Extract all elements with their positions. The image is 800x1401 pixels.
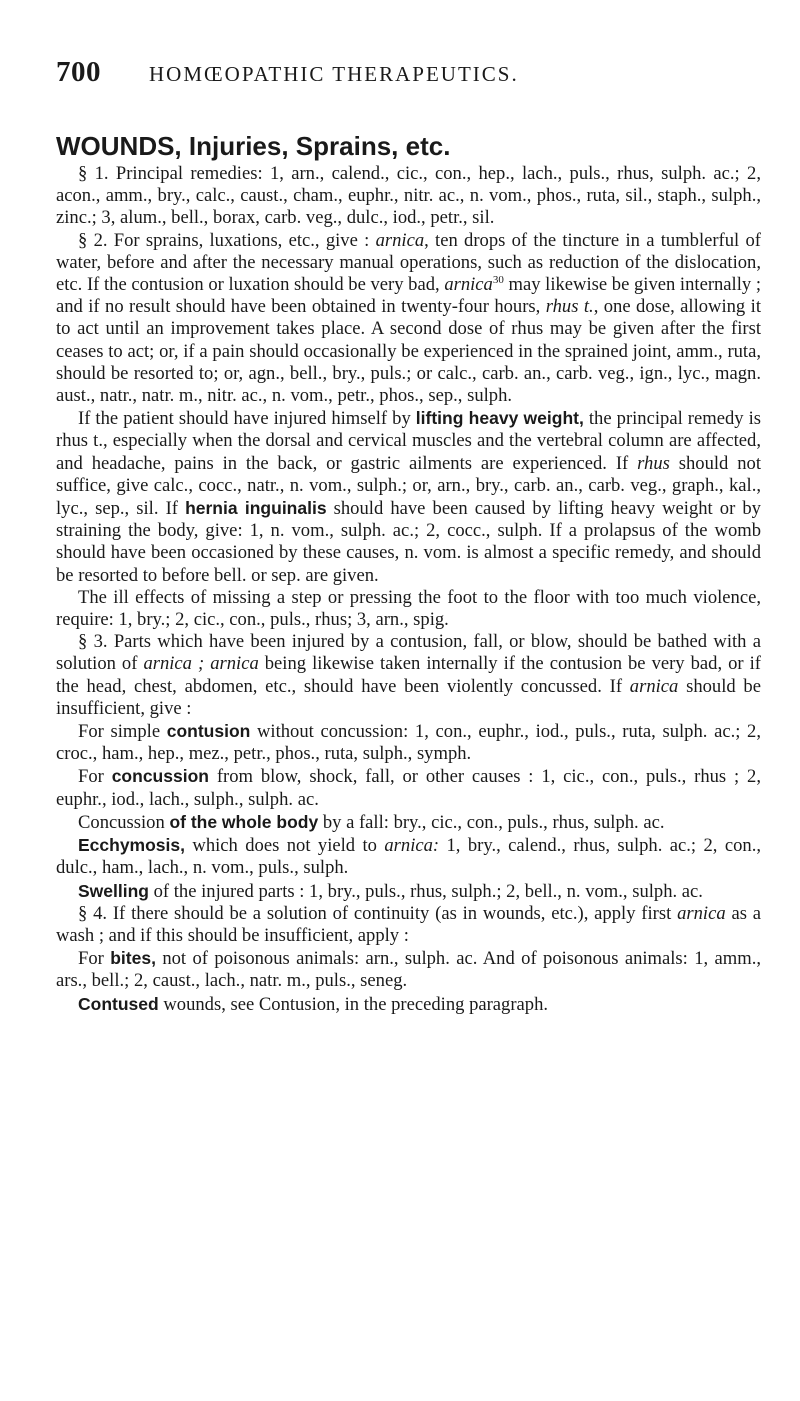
text: being likewise taken internally if the contusion be very bad, or if the head, chest, abdomen, etc., should have been violently concussed. If xyxy=(56,653,761,697)
text: without concussion: 1, con., euphr., iod., puls., ruta, sulph. ac.; 2, croc., ham., hep., mez., petr., phos., ruta, sulph., symph. xyxy=(56,721,761,765)
remedy-italic: arnica xyxy=(444,274,493,296)
text: § 3. Parts which have been injured by a contusion, fall, or blow, should be bathed with a solution of xyxy=(56,631,761,675)
text: by a fall: bry., cic., con., puls., rhus, sulph. ac. xyxy=(318,811,665,833)
paragraph-concussion xyxy=(56,765,761,810)
running-head xyxy=(56,56,744,96)
paragraph-whole-body xyxy=(56,811,761,834)
text: should have been caused by lifting heavy weight or by straining the body, give: 1, n. vom., sulph. ac.; 2, cocc., sulph. If a prolapsus of the womb should have been occasioned by these causes, n. vom. is almost a specific remedy, and should be resorted to before bell. or sep. are given. xyxy=(56,498,761,586)
text: wounds, see Contusion, in the preceding paragraph. xyxy=(158,993,549,1015)
text: For xyxy=(78,766,112,788)
bold-term: Ecchymosis, xyxy=(78,835,185,856)
paragraph-simple-contusion xyxy=(56,720,761,765)
paragraph-wounds xyxy=(56,903,761,947)
paragraph-contusion xyxy=(56,631,761,720)
paragraph-lifting xyxy=(56,407,761,587)
text: should be insufficient, give : xyxy=(56,675,761,719)
text: should not suffice, give calc., cocc., natr., n. vom., sulph.; or, arn., bry., carb. an., carb. veg., graph., kal., lyc., sep., sil. If xyxy=(56,452,761,520)
remedy-italic: rhus t. xyxy=(545,296,594,318)
paragraph-sprains xyxy=(56,230,761,408)
bold-term: contusion xyxy=(166,721,251,742)
bold-term: Contused xyxy=(78,993,159,1014)
text: of the injured parts : 1, bry., puls., rhus, sulph.; 2, bell., n. vom., sulph. ac. xyxy=(148,880,703,902)
text: may likewise be given internally ; and if no result should have been obtained in twenty-four hours, xyxy=(56,274,762,318)
remedy-italic: arnica xyxy=(677,902,726,924)
bold-term: bites, xyxy=(110,948,156,969)
text: the principal remedy is rhus t., especially when the dorsal and cervical muscles and the vertebral column are affected, and headache, pains in the back, or gastric ailments are experienced. If xyxy=(56,408,761,474)
text: as a wash ; and if this should be insufficient, apply : xyxy=(56,902,761,946)
paragraph-ecchymosis xyxy=(56,834,761,879)
remedy-italic: arnica ; arnica xyxy=(143,653,259,675)
paragraph-missing-step: The ill effects of missing a step or pressing the foot to the floor with too much violence, require: 1, bry.; 2, cic., con., puls., rhus; 3, arn., spig. xyxy=(56,586,761,631)
bold-term: concussion xyxy=(111,766,209,787)
text: , ten drops of the tincture in a tumblerful of water, before and after the necessary manual operations, such as reduction of the dislocation, etc. If the contusion or luxation should be very bad, xyxy=(56,229,761,296)
remedy-italic: arnica: xyxy=(384,835,440,857)
text: If the patient should have injured himself by xyxy=(78,408,416,430)
section-title: WOUNDS, Injuries, Sprains, etc. xyxy=(56,131,451,161)
page-number: 700 xyxy=(56,56,101,88)
text: § 4. If there should be a solution of continuity (as in wounds, etc.), apply first xyxy=(78,902,678,924)
bold-term: Swelling xyxy=(78,880,149,901)
potency-superscript: 30 xyxy=(492,273,504,286)
paragraph-swelling xyxy=(56,880,761,903)
bold-term: of the whole body xyxy=(169,811,319,832)
paragraph-principal-remedies: § 1. Principal remedies: 1, arn., calend., cic., con., hep., lach., puls., rhus, sulph. ac.; 2, acon., amm., bry., calc., caust., cham., euphr., nitr. ac., n. vom., phos., ruta, sil., staph., sulph., zinc.; 3, alum., bell., borax, carb. veg., dulc., iod., petr., sil. xyxy=(56,163,761,229)
text: For xyxy=(78,948,111,970)
running-title: HOMŒOPATHIC THERAPEUTICS. xyxy=(149,62,519,86)
text: which does not yield to xyxy=(185,835,385,857)
paragraph-bites xyxy=(56,947,761,992)
text: 1, bry., calend., rhus, sulph. ac.; 2, con., dulc., ham., lach., n. vom., puls., sulph. xyxy=(56,835,761,879)
page-content xyxy=(56,132,761,1016)
text: from blow, shock, fall, or other causes : 1, cic., con., puls., rhus ; 2, euphr., iod., lach., sulph., sulph. ac. xyxy=(56,766,761,810)
remedy-italic: arnica xyxy=(629,675,679,697)
remedy-italic: arnica xyxy=(375,229,425,251)
text: Concussion xyxy=(78,811,170,833)
text: For simple xyxy=(78,721,167,743)
paragraph-contused-wounds xyxy=(56,993,761,1016)
text: § 2. For sprains, luxations, etc., give : xyxy=(78,229,376,251)
text: , one dose, allowing it to act until an improvement takes place. A second dose of rhus may be given after the first ceases to act; or, if a pain should occasionally be experienced in the sprained joint, amm., ruta, should be resorted to; or, agn., bell., bry., puls.; or calc., carb. an., carb. veg., ign., lyc., magn. aust., natr., natr. m., nitr. ac., n. vom., petr., phos., sep., sulph. xyxy=(56,296,761,407)
remedy-italic: rhus xyxy=(637,452,670,474)
bold-term: hernia inguinalis xyxy=(185,498,327,519)
bold-term: lifting heavy weight, xyxy=(415,408,584,429)
text: not of poisonous animals: arn., sulph. ac. And of poisonous animals: 1, amm., ars., bell.; 2, caust., lach., natr. m., puls., seneg. xyxy=(56,948,761,992)
